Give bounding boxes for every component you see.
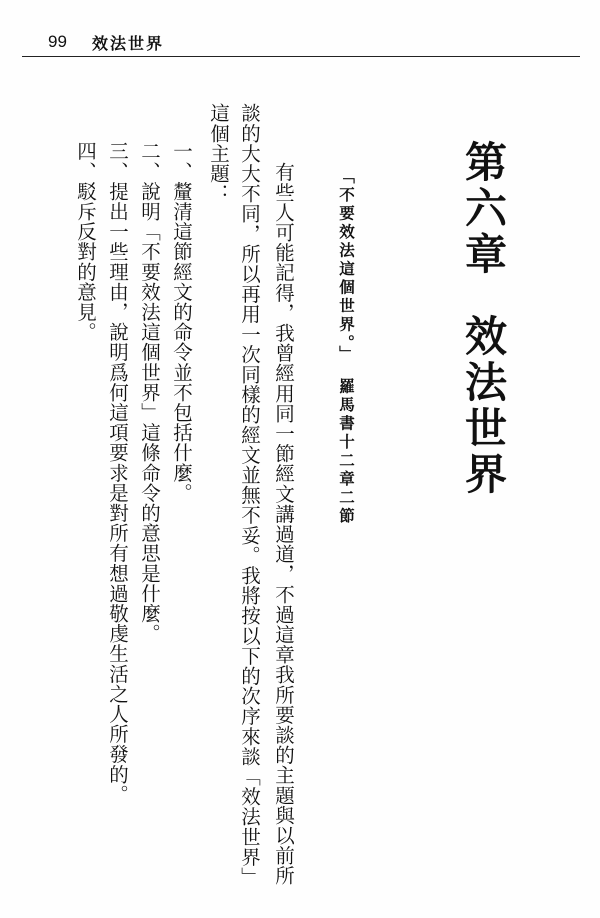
paragraph-line: 有些人可能記得，我曾經用同一節經文講過道，不過這章我所要談的主題與以前所 [272, 162, 295, 886]
list-item: 二、說明「不要效法這個世界」這條命令的意思是什麼。 [138, 141, 161, 644]
paragraph-line: 這個主題： [207, 103, 230, 204]
running-title: 效法世界 [92, 34, 165, 53]
list-item: 一、釐清這節經文的命令並不包括什麼。 [170, 141, 193, 503]
list-item: 四、駁斥反對的意見。 [74, 141, 97, 342]
paragraph-line: 談的大大不同，所以再用一次同樣的經文並無不妥。我將按以下的次序來談「效法世界」 [238, 103, 261, 887]
chapter-title: 效法世界 [459, 314, 508, 498]
epigraph-reference: 羅馬書十二章二節 [337, 377, 355, 526]
list-item: 三、提出一些理由，說明爲何這項要求是對所有想過敬虔生活之人所發的。 [106, 141, 129, 805]
page-number: 99 [48, 32, 67, 51]
chapter-heading [458, 140, 508, 498]
chapter-label: 第六章 [459, 140, 508, 278]
page-header [22, 30, 580, 57]
epigraph-quote: 「不要效法這個世界。」 [337, 168, 355, 364]
epigraph [336, 168, 356, 526]
